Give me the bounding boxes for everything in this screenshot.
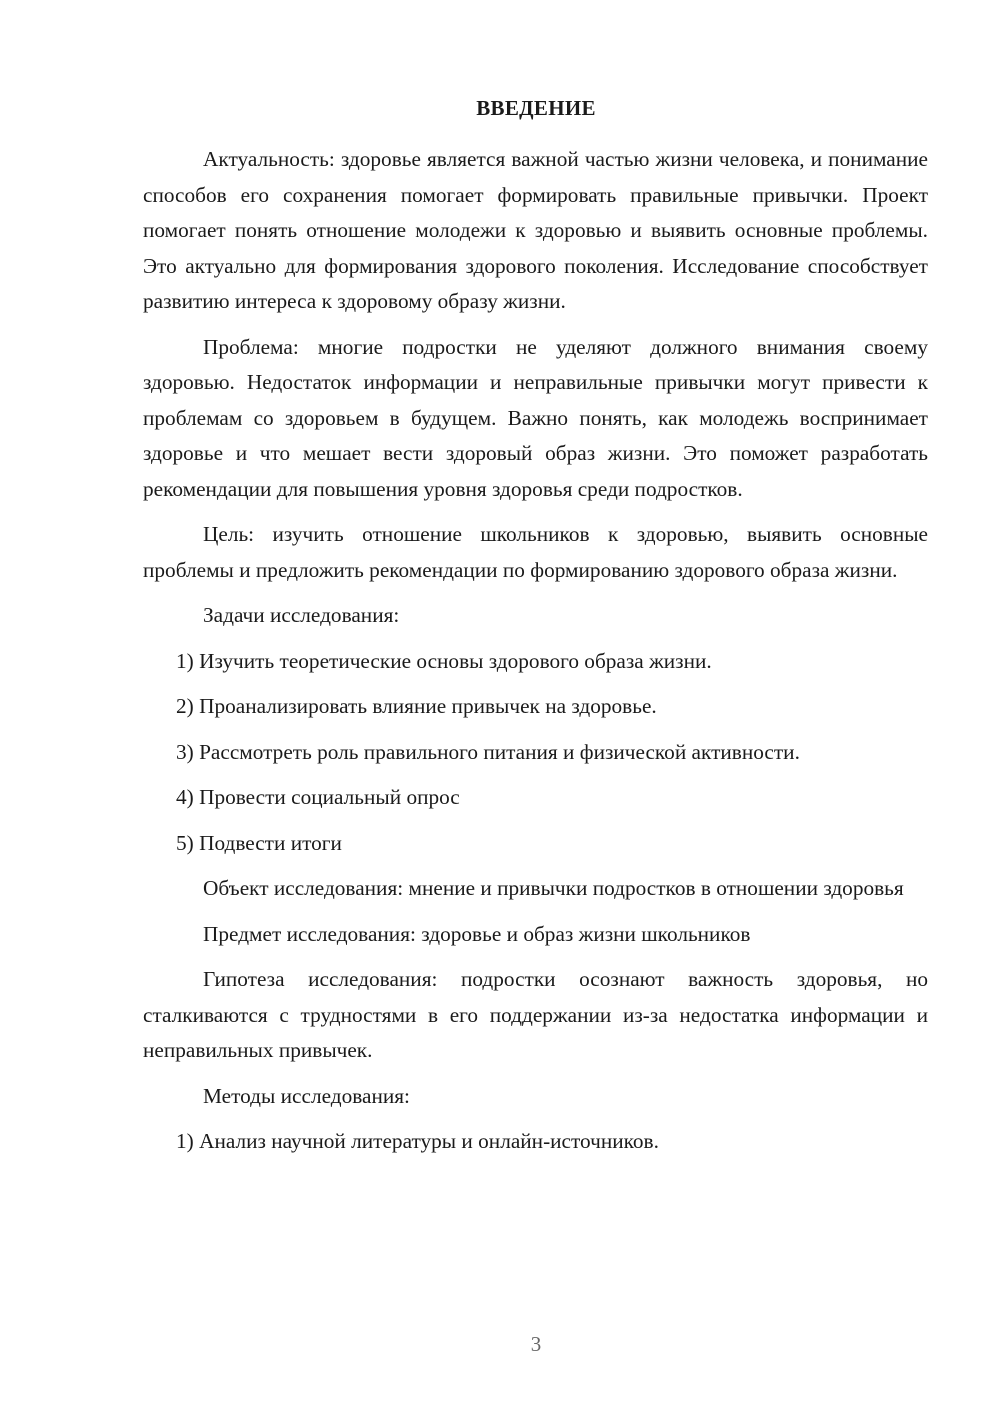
subject-paragraph: Предмет исследования: здоровье и образ жизни школьников <box>203 921 751 946</box>
task-item: 4) Провести социальный опрос <box>176 785 460 809</box>
tasks-heading: Задачи исследования: <box>203 603 400 627</box>
task-item: 5) Подвести итоги <box>176 830 342 855</box>
method-item: 1) Анализ научной литературы и онлайн-источников. <box>176 1129 659 1153</box>
relevance-paragraph: Актуальность: здоровье является важной частью жизни человека, и понимание способов его сохранения помогает формировать правильные привычки. Проект помогает понять отношение молодежи к здоровью и выявить основные проблемы. Это актуально для формирования здорового поколения. Исследование способствует развитию интереса к здоровому образу жизни. <box>143 147 928 313</box>
methods-heading: Методы исследования: <box>203 1083 410 1108</box>
task-item: 1) Изучить теоретические основы здорового образа жизни. <box>176 648 712 673</box>
goal-paragraph: Цель: изучить отношение школьников к здоровью, выявить основные проблемы и предложить рекомендации по формированию здорового образа жизни. <box>143 522 928 582</box>
task-item: 3) Рассмотреть роль правильного питания и физической активности. <box>176 739 800 764</box>
page-body <box>143 142 928 1170</box>
problem-paragraph: Проблема: многие подростки не уделяют должного внимания своему здоровью. Недостаток информации и неправильные привычки могут привести к проблемам со здоровьем в будущем. Важно понять, как молодежь воспринимает здоровье и что мешает вести здоровый образ жизни. Это поможет разработать рекомендации для повышения уровня здоровья среди подростков. <box>143 334 928 501</box>
object-paragraph: Объект исследования: мнение и привычки подростков в отношении здоровья <box>203 876 904 900</box>
page-title: ВВЕДЕНИЕ <box>476 96 596 120</box>
task-item: 2) Проанализировать влияние привычек на здоровье. <box>176 694 657 718</box>
page-number: 3 <box>530 1332 542 1356</box>
hypothesis-paragraph: Гипотеза исследования: подростки осознают важность здоровья, но сталкиваются с трудностями в его поддержании из-за недостатка информации и неправильных привычек. <box>143 967 928 1062</box>
